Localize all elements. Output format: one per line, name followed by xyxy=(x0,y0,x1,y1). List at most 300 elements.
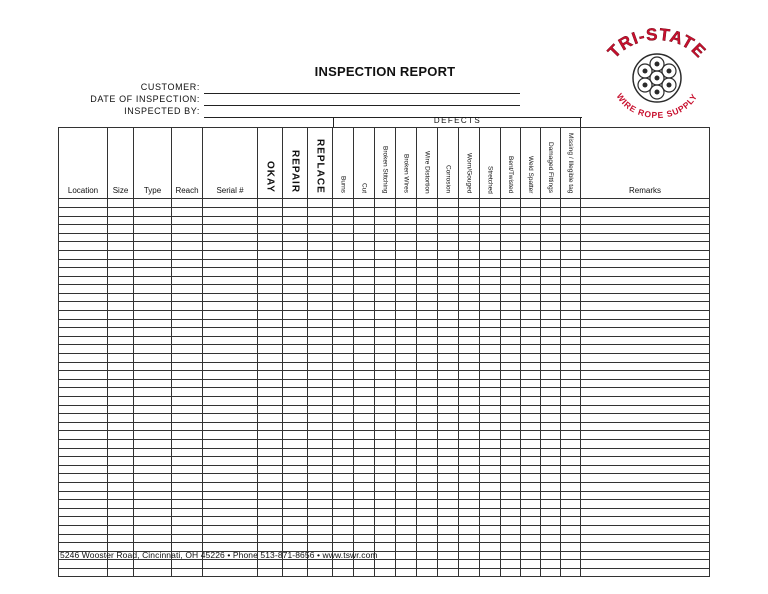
table-cell[interactable] xyxy=(541,345,561,354)
table-cell[interactable] xyxy=(375,199,396,208)
table-cell[interactable] xyxy=(541,422,561,431)
table-cell[interactable] xyxy=(108,534,134,543)
table-cell[interactable] xyxy=(396,439,417,448)
table-cell[interactable] xyxy=(581,405,710,414)
table-cell[interactable] xyxy=(480,482,501,491)
table-cell[interactable] xyxy=(581,233,710,242)
table-cell[interactable] xyxy=(396,285,417,294)
table-cell[interactable] xyxy=(417,328,438,337)
table-cell[interactable] xyxy=(203,534,258,543)
table-cell[interactable] xyxy=(354,268,375,277)
table-cell[interactable] xyxy=(172,568,203,577)
table-cell[interactable] xyxy=(521,250,541,259)
table-cell[interactable] xyxy=(396,448,417,457)
table-cell[interactable] xyxy=(283,482,308,491)
table-cell[interactable] xyxy=(459,414,480,423)
table-cell[interactable] xyxy=(59,225,108,234)
table-cell[interactable] xyxy=(459,199,480,208)
table-cell[interactable] xyxy=(203,491,258,500)
table-cell[interactable] xyxy=(396,508,417,517)
table-cell[interactable] xyxy=(417,422,438,431)
table-cell[interactable] xyxy=(308,276,333,285)
table-cell[interactable] xyxy=(172,457,203,466)
table-cell[interactable] xyxy=(354,508,375,517)
table-cell[interactable] xyxy=(354,379,375,388)
table-cell[interactable] xyxy=(134,336,172,345)
table-cell[interactable] xyxy=(438,311,459,320)
table-cell[interactable] xyxy=(258,405,283,414)
table-cell[interactable] xyxy=(354,311,375,320)
table-cell[interactable] xyxy=(438,233,459,242)
table-cell[interactable] xyxy=(521,319,541,328)
table-cell[interactable] xyxy=(501,457,521,466)
table-cell[interactable] xyxy=(561,482,581,491)
table-cell[interactable] xyxy=(375,216,396,225)
table-cell[interactable] xyxy=(541,500,561,509)
table-cell[interactable] xyxy=(134,207,172,216)
table-cell[interactable] xyxy=(581,336,710,345)
table-cell[interactable] xyxy=(308,293,333,302)
table-cell[interactable] xyxy=(396,371,417,380)
table-cell[interactable] xyxy=(354,276,375,285)
table-cell[interactable] xyxy=(283,302,308,311)
table-cell[interactable] xyxy=(283,371,308,380)
table-cell[interactable] xyxy=(521,560,541,569)
table-cell[interactable] xyxy=(501,250,521,259)
table-cell[interactable] xyxy=(134,319,172,328)
table-cell[interactable] xyxy=(354,534,375,543)
table-cell[interactable] xyxy=(541,448,561,457)
table-cell[interactable] xyxy=(59,207,108,216)
table-cell[interactable] xyxy=(581,431,710,440)
table-cell[interactable] xyxy=(501,431,521,440)
table-cell[interactable] xyxy=(438,250,459,259)
table-cell[interactable] xyxy=(480,276,501,285)
table-cell[interactable] xyxy=(438,293,459,302)
table-cell[interactable] xyxy=(480,397,501,406)
table-cell[interactable] xyxy=(581,525,710,534)
table-cell[interactable] xyxy=(438,543,459,552)
table-cell[interactable] xyxy=(581,517,710,526)
table-cell[interactable] xyxy=(333,422,354,431)
table-cell[interactable] xyxy=(333,225,354,234)
table-cell[interactable] xyxy=(375,500,396,509)
table-cell[interactable] xyxy=(561,508,581,517)
table-cell[interactable] xyxy=(283,491,308,500)
table-cell[interactable] xyxy=(501,354,521,363)
table-cell[interactable] xyxy=(581,482,710,491)
table-cell[interactable] xyxy=(480,405,501,414)
table-cell[interactable] xyxy=(501,397,521,406)
table-cell[interactable] xyxy=(541,474,561,483)
table-cell[interactable] xyxy=(581,439,710,448)
table-cell[interactable] xyxy=(501,268,521,277)
table-cell[interactable] xyxy=(501,371,521,380)
table-cell[interactable] xyxy=(501,362,521,371)
table-cell[interactable] xyxy=(459,474,480,483)
table-cell[interactable] xyxy=(438,405,459,414)
table-cell[interactable] xyxy=(375,250,396,259)
table-cell[interactable] xyxy=(134,405,172,414)
table-cell[interactable] xyxy=(258,250,283,259)
table-cell[interactable] xyxy=(480,268,501,277)
table-cell[interactable] xyxy=(333,345,354,354)
table-cell[interactable] xyxy=(59,328,108,337)
table-cell[interactable] xyxy=(258,482,283,491)
table-cell[interactable] xyxy=(258,525,283,534)
table-cell[interactable] xyxy=(480,199,501,208)
table-cell[interactable] xyxy=(108,397,134,406)
table-cell[interactable] xyxy=(480,345,501,354)
table-cell[interactable] xyxy=(396,319,417,328)
table-cell[interactable] xyxy=(561,225,581,234)
table-cell[interactable] xyxy=(59,465,108,474)
table-cell[interactable] xyxy=(258,354,283,363)
table-cell[interactable] xyxy=(417,250,438,259)
table-cell[interactable] xyxy=(59,259,108,268)
table-cell[interactable] xyxy=(354,259,375,268)
table-cell[interactable] xyxy=(108,311,134,320)
table-cell[interactable] xyxy=(561,517,581,526)
table-cell[interactable] xyxy=(480,302,501,311)
table-cell[interactable] xyxy=(396,379,417,388)
table-cell[interactable] xyxy=(480,439,501,448)
table-cell[interactable] xyxy=(459,491,480,500)
table-cell[interactable] xyxy=(283,225,308,234)
table-cell[interactable] xyxy=(459,525,480,534)
table-cell[interactable] xyxy=(375,525,396,534)
table-cell[interactable] xyxy=(172,233,203,242)
table-cell[interactable] xyxy=(333,457,354,466)
table-cell[interactable] xyxy=(581,500,710,509)
table-cell[interactable] xyxy=(283,268,308,277)
table-cell[interactable] xyxy=(501,259,521,268)
table-cell[interactable] xyxy=(459,422,480,431)
table-cell[interactable] xyxy=(396,414,417,423)
table-cell[interactable] xyxy=(438,474,459,483)
table-cell[interactable] xyxy=(438,354,459,363)
table-cell[interactable] xyxy=(354,336,375,345)
table-cell[interactable] xyxy=(396,293,417,302)
table-cell[interactable] xyxy=(134,259,172,268)
table-cell[interactable] xyxy=(417,293,438,302)
table-cell[interactable] xyxy=(203,422,258,431)
table-cell[interactable] xyxy=(459,276,480,285)
table-cell[interactable] xyxy=(396,276,417,285)
table-cell[interactable] xyxy=(308,508,333,517)
table-cell[interactable] xyxy=(581,457,710,466)
table-cell[interactable] xyxy=(581,388,710,397)
table-cell[interactable] xyxy=(521,276,541,285)
table-cell[interactable] xyxy=(59,482,108,491)
table-cell[interactable] xyxy=(480,431,501,440)
table-cell[interactable] xyxy=(375,534,396,543)
table-cell[interactable] xyxy=(438,336,459,345)
table-cell[interactable] xyxy=(501,474,521,483)
table-cell[interactable] xyxy=(203,500,258,509)
table-cell[interactable] xyxy=(258,293,283,302)
table-cell[interactable] xyxy=(417,448,438,457)
table-cell[interactable] xyxy=(375,285,396,294)
table-cell[interactable] xyxy=(417,268,438,277)
table-cell[interactable] xyxy=(480,259,501,268)
table-cell[interactable] xyxy=(333,465,354,474)
table-cell[interactable] xyxy=(172,525,203,534)
table-cell[interactable] xyxy=(258,216,283,225)
table-cell[interactable] xyxy=(396,311,417,320)
table-cell[interactable] xyxy=(108,354,134,363)
table-cell[interactable] xyxy=(541,250,561,259)
table-cell[interactable] xyxy=(459,457,480,466)
table-cell[interactable] xyxy=(258,259,283,268)
table-cell[interactable] xyxy=(375,397,396,406)
table-cell[interactable] xyxy=(354,500,375,509)
table-cell[interactable] xyxy=(438,285,459,294)
table-cell[interactable] xyxy=(561,276,581,285)
table-cell[interactable] xyxy=(521,285,541,294)
table-cell[interactable] xyxy=(108,302,134,311)
table-cell[interactable] xyxy=(258,508,283,517)
table-cell[interactable] xyxy=(561,250,581,259)
table-cell[interactable] xyxy=(59,439,108,448)
table-cell[interactable] xyxy=(459,250,480,259)
table-cell[interactable] xyxy=(561,543,581,552)
table-cell[interactable] xyxy=(172,534,203,543)
table-cell[interactable] xyxy=(396,216,417,225)
table-cell[interactable] xyxy=(59,276,108,285)
table-cell[interactable] xyxy=(283,414,308,423)
table-cell[interactable] xyxy=(521,362,541,371)
table-cell[interactable] xyxy=(354,225,375,234)
table-cell[interactable] xyxy=(561,319,581,328)
table-cell[interactable] xyxy=(396,422,417,431)
table-cell[interactable] xyxy=(333,431,354,440)
table-cell[interactable] xyxy=(134,560,172,569)
table-cell[interactable] xyxy=(480,319,501,328)
table-cell[interactable] xyxy=(258,457,283,466)
table-cell[interactable] xyxy=(258,302,283,311)
table-cell[interactable] xyxy=(459,448,480,457)
table-cell[interactable] xyxy=(541,302,561,311)
table-cell[interactable] xyxy=(459,482,480,491)
table-cell[interactable] xyxy=(283,534,308,543)
table-cell[interactable] xyxy=(203,474,258,483)
table-cell[interactable] xyxy=(308,268,333,277)
table-cell[interactable] xyxy=(108,379,134,388)
table-cell[interactable] xyxy=(354,328,375,337)
table-cell[interactable] xyxy=(333,336,354,345)
table-cell[interactable] xyxy=(541,397,561,406)
table-cell[interactable] xyxy=(375,371,396,380)
table-cell[interactable] xyxy=(333,233,354,242)
table-cell[interactable] xyxy=(108,525,134,534)
table-cell[interactable] xyxy=(308,362,333,371)
table-cell[interactable] xyxy=(283,465,308,474)
table-cell[interactable] xyxy=(203,345,258,354)
table-cell[interactable] xyxy=(417,568,438,577)
table-cell[interactable] xyxy=(541,457,561,466)
table-cell[interactable] xyxy=(354,354,375,363)
table-cell[interactable] xyxy=(459,302,480,311)
table-cell[interactable] xyxy=(283,276,308,285)
table-cell[interactable] xyxy=(501,465,521,474)
table-cell[interactable] xyxy=(172,302,203,311)
table-cell[interactable] xyxy=(480,457,501,466)
table-cell[interactable] xyxy=(134,422,172,431)
table-cell[interactable] xyxy=(521,354,541,363)
table-cell[interactable] xyxy=(396,543,417,552)
table-cell[interactable] xyxy=(501,543,521,552)
table-cell[interactable] xyxy=(108,482,134,491)
table-cell[interactable] xyxy=(203,362,258,371)
table-cell[interactable] xyxy=(283,216,308,225)
table-cell[interactable] xyxy=(134,397,172,406)
table-cell[interactable] xyxy=(459,336,480,345)
table-cell[interactable] xyxy=(501,293,521,302)
table-cell[interactable] xyxy=(541,259,561,268)
table-cell[interactable] xyxy=(308,465,333,474)
table-cell[interactable] xyxy=(108,508,134,517)
table-cell[interactable] xyxy=(541,534,561,543)
table-cell[interactable] xyxy=(333,500,354,509)
table-cell[interactable] xyxy=(172,345,203,354)
table-cell[interactable] xyxy=(333,414,354,423)
table-cell[interactable] xyxy=(283,457,308,466)
table-cell[interactable] xyxy=(501,379,521,388)
table-cell[interactable] xyxy=(561,328,581,337)
table-cell[interactable] xyxy=(480,388,501,397)
table-cell[interactable] xyxy=(396,388,417,397)
table-cell[interactable] xyxy=(541,568,561,577)
table-cell[interactable] xyxy=(258,199,283,208)
table-cell[interactable] xyxy=(258,336,283,345)
table-cell[interactable] xyxy=(480,465,501,474)
table-cell[interactable] xyxy=(308,439,333,448)
table-cell[interactable] xyxy=(354,448,375,457)
table-cell[interactable] xyxy=(333,397,354,406)
table-cell[interactable] xyxy=(203,285,258,294)
table-cell[interactable] xyxy=(308,405,333,414)
table-cell[interactable] xyxy=(459,371,480,380)
table-cell[interactable] xyxy=(417,431,438,440)
table-cell[interactable] xyxy=(581,285,710,294)
table-cell[interactable] xyxy=(59,285,108,294)
table-cell[interactable] xyxy=(108,414,134,423)
table-cell[interactable] xyxy=(333,216,354,225)
table-cell[interactable] xyxy=(283,319,308,328)
table-cell[interactable] xyxy=(581,268,710,277)
table-cell[interactable] xyxy=(521,448,541,457)
table-cell[interactable] xyxy=(59,525,108,534)
table-cell[interactable] xyxy=(521,543,541,552)
table-cell[interactable] xyxy=(561,422,581,431)
table-cell[interactable] xyxy=(541,199,561,208)
table-cell[interactable] xyxy=(417,285,438,294)
table-cell[interactable] xyxy=(258,233,283,242)
table-cell[interactable] xyxy=(172,268,203,277)
table-cell[interactable] xyxy=(438,414,459,423)
table-cell[interactable] xyxy=(541,525,561,534)
table-cell[interactable] xyxy=(480,534,501,543)
table-cell[interactable] xyxy=(375,388,396,397)
table-cell[interactable] xyxy=(459,285,480,294)
table-cell[interactable] xyxy=(308,371,333,380)
table-cell[interactable] xyxy=(134,568,172,577)
table-cell[interactable] xyxy=(108,233,134,242)
table-cell[interactable] xyxy=(108,216,134,225)
table-cell[interactable] xyxy=(581,543,710,552)
table-cell[interactable] xyxy=(172,474,203,483)
table-cell[interactable] xyxy=(521,397,541,406)
table-cell[interactable] xyxy=(203,508,258,517)
table-cell[interactable] xyxy=(283,525,308,534)
table-cell[interactable] xyxy=(283,345,308,354)
table-cell[interactable] xyxy=(375,311,396,320)
table-cell[interactable] xyxy=(354,216,375,225)
table-cell[interactable] xyxy=(59,354,108,363)
table-cell[interactable] xyxy=(438,448,459,457)
table-cell[interactable] xyxy=(283,242,308,251)
table-cell[interactable] xyxy=(375,328,396,337)
table-cell[interactable] xyxy=(480,311,501,320)
table-cell[interactable] xyxy=(333,439,354,448)
table-cell[interactable] xyxy=(438,491,459,500)
table-cell[interactable] xyxy=(501,242,521,251)
table-cell[interactable] xyxy=(134,491,172,500)
table-cell[interactable] xyxy=(134,328,172,337)
table-cell[interactable] xyxy=(308,242,333,251)
table-cell[interactable] xyxy=(258,379,283,388)
table-cell[interactable] xyxy=(396,362,417,371)
table-cell[interactable] xyxy=(354,414,375,423)
table-cell[interactable] xyxy=(438,242,459,251)
table-cell[interactable] xyxy=(581,465,710,474)
table-cell[interactable] xyxy=(396,207,417,216)
table-cell[interactable] xyxy=(480,508,501,517)
table-cell[interactable] xyxy=(375,474,396,483)
table-cell[interactable] xyxy=(561,268,581,277)
table-cell[interactable] xyxy=(308,302,333,311)
table-cell[interactable] xyxy=(108,431,134,440)
table-cell[interactable] xyxy=(541,293,561,302)
table-cell[interactable] xyxy=(59,268,108,277)
table-cell[interactable] xyxy=(354,371,375,380)
table-cell[interactable] xyxy=(561,285,581,294)
table-cell[interactable] xyxy=(283,388,308,397)
table-cell[interactable] xyxy=(480,336,501,345)
table-cell[interactable] xyxy=(375,302,396,311)
table-cell[interactable] xyxy=(258,371,283,380)
table-cell[interactable] xyxy=(283,448,308,457)
table-cell[interactable] xyxy=(308,388,333,397)
table-cell[interactable] xyxy=(417,551,438,560)
table-cell[interactable] xyxy=(203,397,258,406)
table-cell[interactable] xyxy=(561,397,581,406)
table-cell[interactable] xyxy=(108,199,134,208)
table-cell[interactable] xyxy=(59,568,108,577)
table-cell[interactable] xyxy=(417,465,438,474)
table-cell[interactable] xyxy=(59,448,108,457)
table-cell[interactable] xyxy=(172,422,203,431)
table-cell[interactable] xyxy=(308,250,333,259)
table-cell[interactable] xyxy=(333,362,354,371)
table-cell[interactable] xyxy=(417,414,438,423)
table-cell[interactable] xyxy=(417,457,438,466)
table-cell[interactable] xyxy=(417,508,438,517)
table-cell[interactable] xyxy=(521,259,541,268)
table-cell[interactable] xyxy=(541,508,561,517)
table-cell[interactable] xyxy=(108,448,134,457)
